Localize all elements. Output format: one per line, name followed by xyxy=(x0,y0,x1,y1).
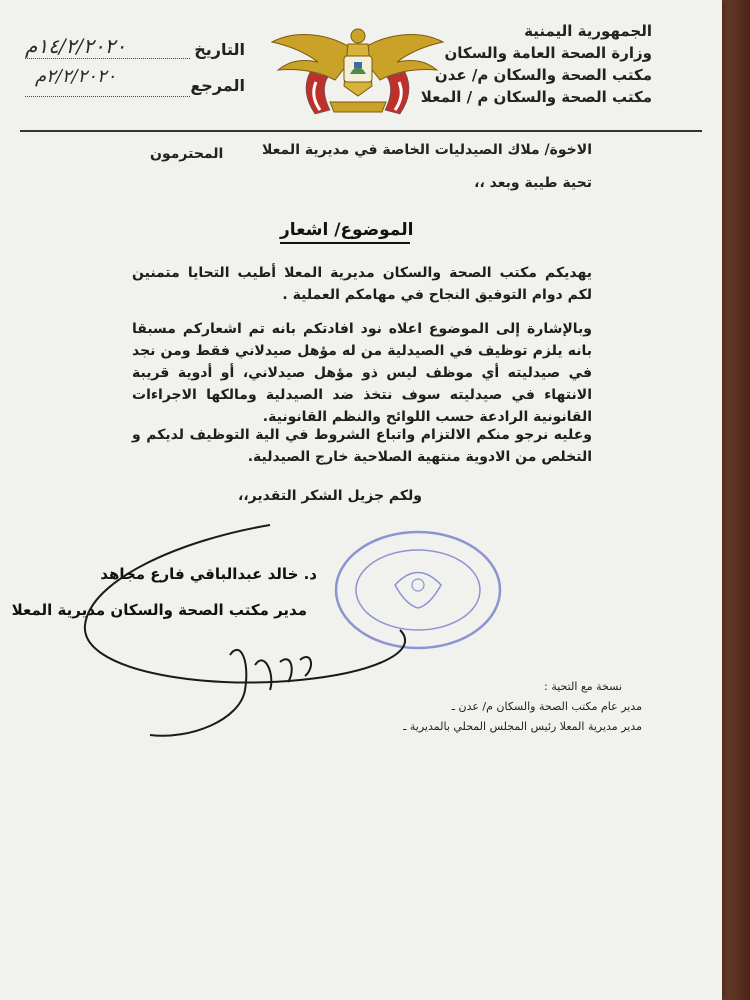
bullet-dash-icon: ـ xyxy=(451,700,459,713)
date-label: التاريخ xyxy=(194,40,245,59)
signatory-name: د. خالد عبدالباقي فارع مجاهد xyxy=(100,565,317,583)
body-paragraph-3: وعليه نرجو منكم الالتزام واتباع الشروط في الية التوظيف لديكم و التخلص من الادوية منتهية الصلاحية خارج الصيدلية. xyxy=(132,427,592,465)
copy-recipient-2 xyxy=(403,720,642,733)
republic-emblem-icon xyxy=(270,22,445,120)
copy-recipient-2-text: مدير مديرية المعلا رئيس المجلس المحلي بالمديرية xyxy=(409,720,642,733)
body-paragraph-1: يهديكم مكتب الصحة والسكان مديرية المعلا أطيب التحايا متمنين لكم دوام التوفيق النجاح في مهامكم العملية . xyxy=(132,265,592,303)
handwritten-ref: ٢/٢/٢٠٢٠م xyxy=(35,66,117,87)
subject-underline xyxy=(280,242,410,244)
date-dotted-line xyxy=(25,58,190,60)
ref-label: المرجع xyxy=(190,76,245,95)
letterhead-line-1: الجمهورية اليمنية xyxy=(524,22,652,40)
signatory-title: مدير مكتب الصحة والسكان مديرية المعلا xyxy=(11,601,307,619)
copy-recipient-1-text: مدير عام مكتب الصحة والسكان م/ عدن xyxy=(458,700,642,713)
ref-dotted-line xyxy=(25,96,190,98)
recipient-line: الاخوة/ ملاك الصيدليات الخاصة في مديرية المعلا xyxy=(262,142,592,158)
greeting: تحية طيبة وبعد ،، xyxy=(474,175,592,191)
recipient-honorific: المحترمون xyxy=(150,146,224,162)
header-divider xyxy=(20,130,702,132)
letterhead-line-3: مكتب الصحة والسكان م/ عدن xyxy=(434,66,652,84)
handwritten-date: ١٤/٢/٢٠٢٠م xyxy=(25,34,127,58)
copies-heading: نسخة مع التحية : xyxy=(544,680,622,693)
handwritten-signature-icon xyxy=(85,525,405,736)
copy-recipient-1 xyxy=(452,700,642,713)
subject-heading: الموضوع/ اشعار xyxy=(280,220,414,240)
letterhead-right xyxy=(412,20,652,108)
letterhead-line-4: مكتب الصحة والسكان م / المعلا xyxy=(420,88,652,106)
official-stamp-icon xyxy=(336,532,500,648)
body-paragraph-2: وبالإشارة إلى الموضوع اعلاه نود افادتكم بانه تم اشعاركم مسبقا بانه يلزم توظيف في الصيدلية من له مؤهل صيدلاني فقط ومن نجد في صيدليته أي موظف ليس ذو مؤهل صيدلاني، أو أدوية قريبة الانتهاء في صيدليته سوف نتخذ ضد الصيدلية ومالكها الاجراءات القانونية الرادعة حسب اللوائح والنظم القانونية. xyxy=(132,321,592,425)
letterhead-line-2: وزارة الصحة العامة والسكان xyxy=(444,44,652,62)
closing-thanks: ولكم جزيل الشكر التقدير،، xyxy=(238,488,422,504)
bullet-dash-icon: ـ xyxy=(403,720,410,733)
date-reference-block xyxy=(25,30,255,110)
